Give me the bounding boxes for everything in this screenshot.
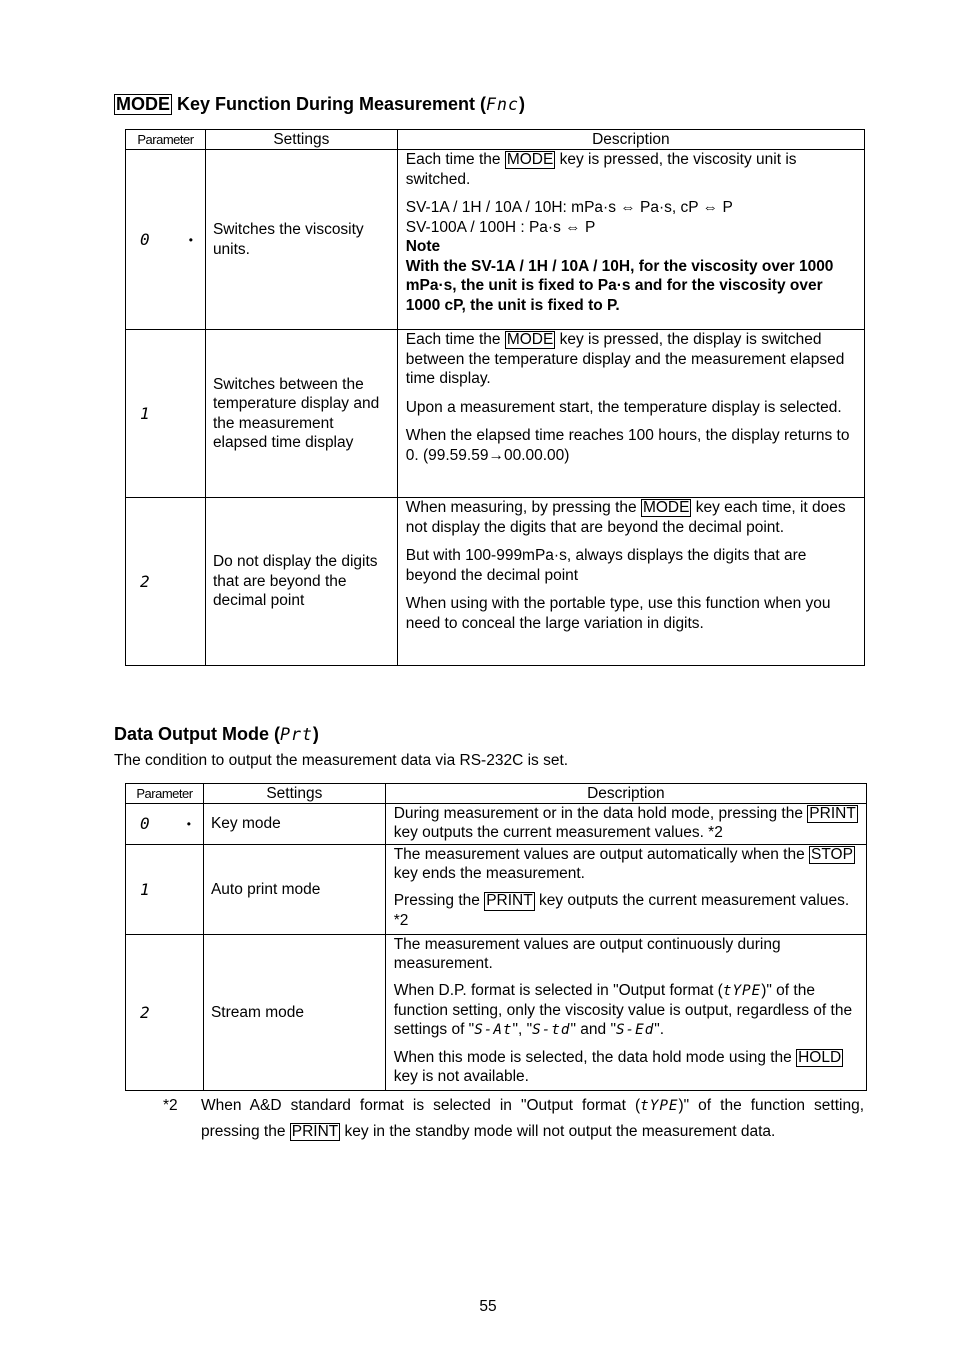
parameter-cell: 2: [126, 935, 204, 1091]
settings-cell: Stream mode: [203, 935, 385, 1091]
mode-key-label: MODE: [642, 499, 690, 516]
section2-intro: The condition to output the measurement data via RS-232C is set.: [114, 752, 569, 769]
header-parameter: Parameter: [126, 784, 204, 804]
description-cell: The measurement values are output automatically when the STOP key ends the measurement. Pressing the PRINT key outputs the current measurement values. *2: [385, 845, 866, 935]
mode-key-label: MODE: [506, 151, 554, 168]
page-number: 55: [479, 1298, 497, 1315]
header-settings: Settings: [205, 130, 397, 150]
table-row: [126, 498, 865, 666]
mode-key-label: MODE: [506, 331, 554, 348]
default-dot: •: [186, 817, 191, 831]
footnote-marker: *2: [163, 1097, 178, 1114]
stop-key-label: STOP: [811, 846, 853, 863]
header-description: Description: [385, 784, 866, 804]
mode-key-function-table: [125, 129, 865, 666]
data-output-mode-table: [125, 783, 867, 1091]
parameter-cell: 1: [126, 330, 206, 498]
print-key-label: PRINT: [486, 892, 533, 910]
settings-cell: Key mode: [203, 804, 385, 845]
table-row: [126, 845, 867, 935]
section2-title: Data Output Mode (Prt): [114, 724, 319, 744]
hold-key-label: HOLD: [798, 1049, 842, 1066]
default-dot: •: [188, 232, 193, 247]
prt-code: Prt: [279, 725, 313, 744]
parameter-cell: 0 •: [126, 804, 204, 845]
settings-cell: Switches between the temperature display and the measurement elapsed time display: [205, 330, 397, 498]
table-header-row: [126, 784, 867, 804]
parameter-cell: 0 •: [126, 150, 206, 330]
description-cell: During measurement or in the data hold mode, pressing the PRINT key outputs the current measurement values. *2: [385, 804, 866, 845]
settings-cell: Switches the viscosity units.: [205, 150, 397, 330]
settings-cell: Auto print mode: [203, 845, 385, 935]
table-row: [126, 150, 865, 330]
footnote-text: When A&D standard format is selected in "Output format (tYPE)" of the function setting, pressing the PRINT key in the standby mode will not output the measurement data.: [201, 1097, 865, 1140]
print-key-label: PRINT: [809, 805, 856, 822]
fnc-code: Fnc: [486, 95, 519, 114]
note-title: Note: [405, 238, 441, 255]
description-cell: The measurement values are output continuously during measurement. When D.P. format is selected in "Output format (tYPE)" of the function setting, only the viscosity value is output, regardless of the settings of "S-At", "S-td" and "S-Ed". When this mode is selected, the data hold mode using the HOLD key is not available.: [385, 935, 866, 1091]
description-cell: Each time the MODE key is pressed, the display is switched between the temperature display and the measurement elapsed time display. Upon a measurement start, the temperature display is selected. When the elapsed time reaches 100 hours, the display returns to 0. (99.59.59→00.00.00): [397, 330, 864, 498]
table-row: [126, 330, 865, 498]
print-key-label: PRINT: [291, 1123, 339, 1140]
header-settings: Settings: [203, 784, 385, 804]
section1-title: MODE Key Function During Measurement (Fnc): [116, 94, 525, 114]
header-parameter: Parameter: [126, 130, 206, 150]
mode-key-label: MODE: [116, 94, 170, 114]
table-row: [126, 804, 867, 845]
parameter-cell: 2: [126, 498, 206, 666]
description-cell: Each time the MODE key is pressed, the viscosity unit is switched. SV-1A / 1H / 10A / 10H: mPa·s ⇔ Pa·s, cP ⇔ P SV-100A / 100H : Pa·s ⇔ P Note With the SV-1A / 1H / 10A / 10H, for the viscosity over 1000 mPa·s, the unit is fixed to Pa·s and for the viscosity over 1000 cP, the unit is fixed to P.: [397, 150, 864, 330]
table-header-row: [126, 130, 865, 150]
table-row: [126, 935, 867, 1091]
header-description: Description: [397, 130, 864, 150]
settings-cell: Do not display the digits that are beyond the decimal point: [205, 498, 397, 666]
description-cell: When measuring, by pressing the MODE key each time, it does not display the digits that are beyond the decimal point. But with 100-999mPa·s, always displays the digits that are beyond the decimal point When using with the portable type, use this function when you need to conceal the large variation in digits.: [397, 498, 864, 666]
note-text: With the SV-1A / 1H / 10A / 10H, for the viscosity over 1000 mPa·s, the unit is fixed to Pa·s and for the viscosity over 1000 cP, the unit is fixed to P.: [405, 257, 834, 314]
parameter-cell: 1: [126, 845, 204, 935]
